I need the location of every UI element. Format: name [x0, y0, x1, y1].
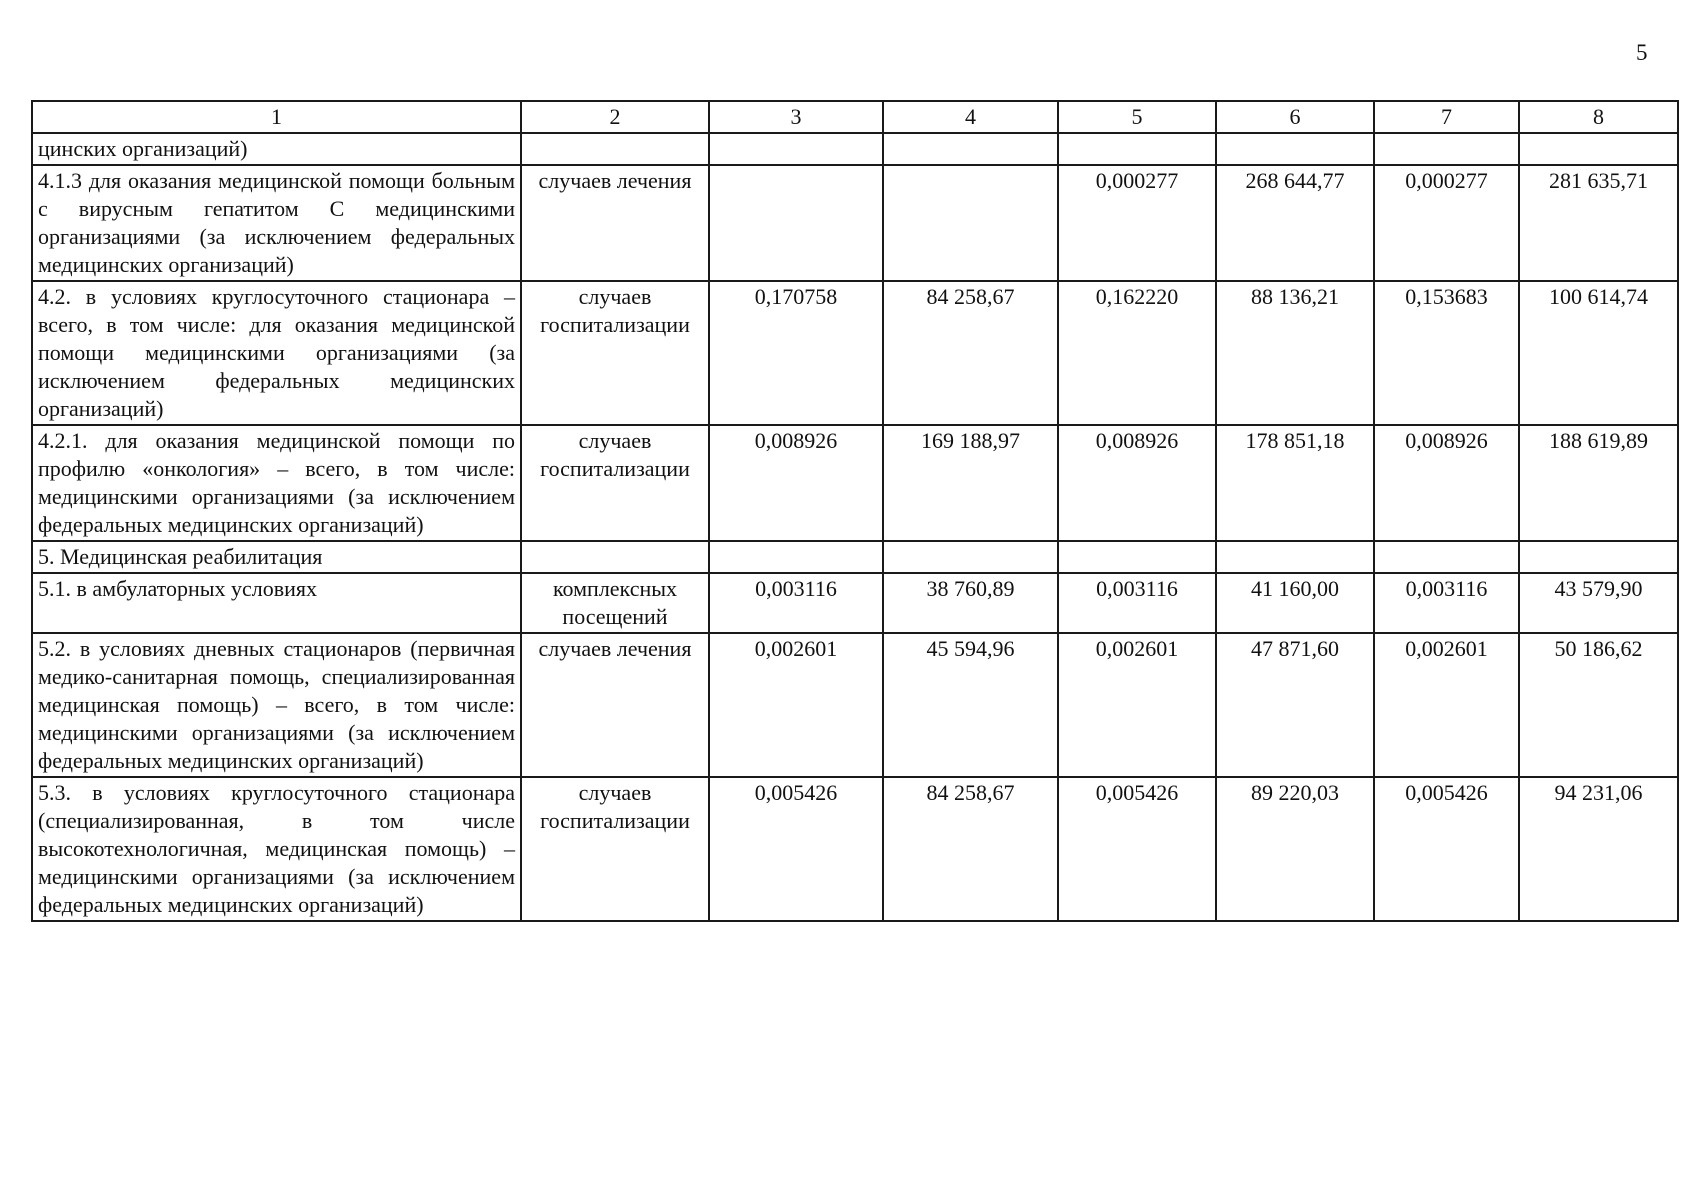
- value-cell: 0,000277: [1374, 165, 1519, 281]
- value-cell: 0,162220: [1058, 281, 1216, 425]
- value-cell: [1519, 541, 1678, 573]
- value-cell: 0,008926: [1058, 425, 1216, 541]
- value-cell: [1519, 133, 1678, 165]
- value-cell: [883, 541, 1058, 573]
- value-cell: 0,003116: [709, 573, 883, 633]
- row-unit-cell: [521, 541, 709, 573]
- value-cell: 0,002601: [1374, 633, 1519, 777]
- value-cell: 169 188,97: [883, 425, 1058, 541]
- value-cell: 0,000277: [1058, 165, 1216, 281]
- row-unit-cell: случаев лечения: [521, 165, 709, 281]
- value-cell: 43 579,90: [1519, 573, 1678, 633]
- row-unit-cell: случаев лечения: [521, 633, 709, 777]
- table-row: [32, 133, 1678, 165]
- table-row: [32, 777, 1678, 921]
- value-cell: 0,008926: [1374, 425, 1519, 541]
- value-cell: [709, 541, 883, 573]
- column-header: 3: [709, 101, 883, 133]
- value-cell: 0,170758: [709, 281, 883, 425]
- table-row: [32, 281, 1678, 425]
- row-name-cell: 5. Медицинская реабилитация: [32, 541, 521, 573]
- table-row: [32, 165, 1678, 281]
- row-name-cell: 5.1. в амбулаторных условиях: [32, 573, 521, 633]
- row-unit-cell: случаев госпитализации: [521, 777, 709, 921]
- table-header-row: [32, 101, 1678, 133]
- table-row: [32, 425, 1678, 541]
- value-cell: 0,003116: [1058, 573, 1216, 633]
- value-cell: [1216, 541, 1374, 573]
- value-cell: 0,005426: [1058, 777, 1216, 921]
- table-row: [32, 541, 1678, 573]
- value-cell: 100 614,74: [1519, 281, 1678, 425]
- value-cell: 188 619,89: [1519, 425, 1678, 541]
- value-cell: [883, 133, 1058, 165]
- column-header: 2: [521, 101, 709, 133]
- row-name-cell: цинских организаций): [32, 133, 521, 165]
- column-header: 5: [1058, 101, 1216, 133]
- row-name-cell: 5.2. в условиях дневных стационаров (первичная медико-санитарная помощь, специализированная медицинская помощь) – всего, в том числе: медицинскими организациями (за исключением федеральных медицинских организаций): [32, 633, 521, 777]
- column-header: 7: [1374, 101, 1519, 133]
- value-cell: [709, 165, 883, 281]
- value-cell: [883, 165, 1058, 281]
- row-name-cell: 4.2. в условиях круглосуточного стационара – всего, в том числе: для оказания медицинской помощи медицинскими организациями (за исключением федеральных медицинских организаций): [32, 281, 521, 425]
- row-unit-cell: случаев госпитализации: [521, 425, 709, 541]
- value-cell: 88 136,21: [1216, 281, 1374, 425]
- value-cell: 84 258,67: [883, 777, 1058, 921]
- value-cell: 47 871,60: [1216, 633, 1374, 777]
- value-cell: [1374, 133, 1519, 165]
- row-unit-cell: [521, 133, 709, 165]
- column-header: 6: [1216, 101, 1374, 133]
- value-cell: 268 644,77: [1216, 165, 1374, 281]
- value-cell: 281 635,71: [1519, 165, 1678, 281]
- row-unit-cell: комплексных посещений: [521, 573, 709, 633]
- value-cell: 0,005426: [1374, 777, 1519, 921]
- column-header: 1: [32, 101, 521, 133]
- data-table: [31, 100, 1679, 922]
- value-cell: 38 760,89: [883, 573, 1058, 633]
- column-header: 4: [883, 101, 1058, 133]
- value-cell: 89 220,03: [1216, 777, 1374, 921]
- value-cell: [1058, 541, 1216, 573]
- value-cell: 41 160,00: [1216, 573, 1374, 633]
- value-cell: [1216, 133, 1374, 165]
- value-cell: 94 231,06: [1519, 777, 1678, 921]
- value-cell: 45 594,96: [883, 633, 1058, 777]
- value-cell: 50 186,62: [1519, 633, 1678, 777]
- row-name-cell: 5.3. в условиях круглосуточного стационара (специализированная, в том числе высокотехнологичная, медицинская помощь) – медицинскими организациями (за исключением федеральных медицинских организаций): [32, 777, 521, 921]
- value-cell: 0,002601: [1058, 633, 1216, 777]
- value-cell: 178 851,18: [1216, 425, 1374, 541]
- row-unit-cell: случаев госпитализации: [521, 281, 709, 425]
- value-cell: 0,003116: [1374, 573, 1519, 633]
- value-cell: 84 258,67: [883, 281, 1058, 425]
- value-cell: 0,005426: [709, 777, 883, 921]
- value-cell: [1374, 541, 1519, 573]
- page-number: 5: [1636, 40, 1648, 65]
- value-cell: [1058, 133, 1216, 165]
- table-row: [32, 573, 1678, 633]
- column-header: 8: [1519, 101, 1678, 133]
- value-cell: 0,002601: [709, 633, 883, 777]
- row-name-cell: 4.2.1. для оказания медицинской помощи по профилю «онкология» – всего, в том числе: медицинскими организациями (за исключением федеральных медицинских организаций): [32, 425, 521, 541]
- value-cell: 0,153683: [1374, 281, 1519, 425]
- row-name-cell: 4.1.3 для оказания медицинской помощи больным с вирусным гепатитом С медицинскими организациями (за исключением федеральных медицинских организаций): [32, 165, 521, 281]
- table-row: [32, 633, 1678, 777]
- value-cell: 0,008926: [709, 425, 883, 541]
- value-cell: [709, 133, 883, 165]
